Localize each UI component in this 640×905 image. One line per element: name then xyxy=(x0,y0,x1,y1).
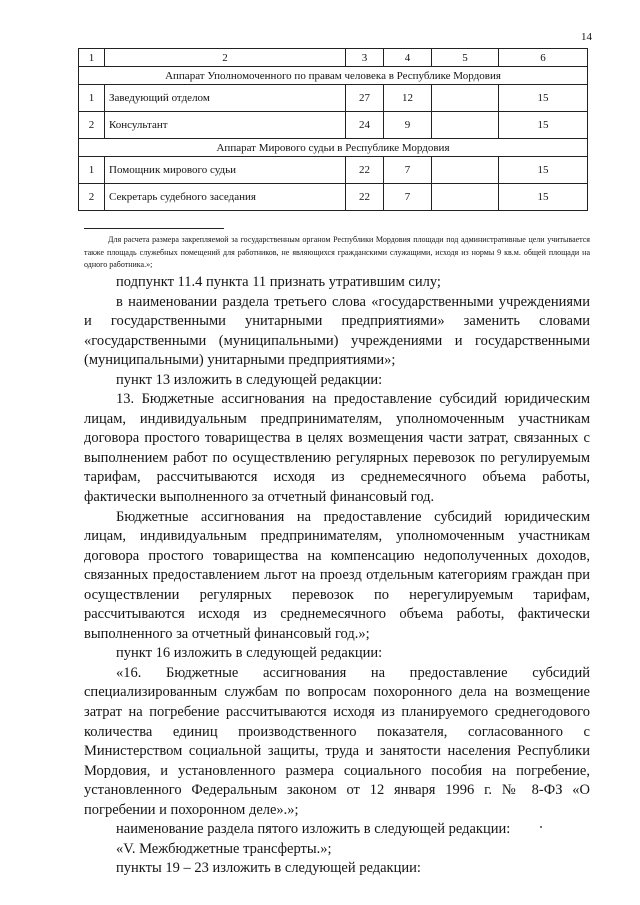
cell-value xyxy=(432,157,499,184)
row-number: 1 xyxy=(79,157,105,184)
header-cell: 4 xyxy=(384,49,432,67)
cell-value: 27 xyxy=(346,85,384,112)
section-title: Аппарат Мирового судьи в Республике Мордовия xyxy=(79,139,588,157)
cell-value: 15 xyxy=(499,112,588,139)
cell-value xyxy=(432,112,499,139)
cell-value: 7 xyxy=(384,184,432,211)
row-number: 1 xyxy=(79,85,105,112)
scan-speck xyxy=(540,826,542,828)
row-number: 2 xyxy=(79,184,105,211)
paragraph: 13. Бюджетные ассигнования на предоставление субсидий юридическим лицам, индивидуальным предпринимателям, уполномоченным участникам договора простого товарищества в целях возмещения части затрат, связанных с выполнением работ по осуществлению регулярных перевозок по регулируемым тарифам, рассчитываются исходя из среднемесячного объема работы, фактически выполненного за отчетный финансовый год. xyxy=(84,391,590,506)
cell-value xyxy=(432,184,499,211)
cell-value: 9 xyxy=(384,112,432,139)
staff-area-table xyxy=(78,48,588,211)
table-row xyxy=(79,184,588,211)
row-number: 2 xyxy=(79,112,105,139)
cell-value: 12 xyxy=(384,85,432,112)
table-row xyxy=(79,112,588,139)
header-cell: 1 xyxy=(79,49,105,67)
position-name: Консультант xyxy=(105,112,346,139)
paragraph: Бюджетные ассигнования на предоставление субсидий юридическим лицам, индивидуальным предпринимателям, уполномоченным участникам договора простого товарищества на компенсацию недополученных доходов, связанных предоставлением льгот на проезд отдельным категориям граждан при осуществлении регулярных перевозок по нерегулируемым тарифам, рассчитываются исходя из среднемесячного объема работы, фактически выполненного за отчетный финансовый год.»; xyxy=(84,508,590,642)
table-section-row xyxy=(79,139,588,157)
position-name: Секретарь судебного заседания xyxy=(105,184,346,211)
table-row xyxy=(79,85,588,112)
cell-value: 15 xyxy=(499,85,588,112)
footnote: Для расчета размера закрепляемой за государственным органом Республики Мордовия площади под административные цели учитывается также площадь служебных помещений для работников, не являющихся гражданскими служащими, исходя из нормы 9 кв.м. общей площади на одного работника.»; xyxy=(84,235,590,270)
section-title: Аппарат Уполномоченного по правам человека в Республике Мордовия xyxy=(79,67,588,85)
cell-value: 15 xyxy=(499,157,588,184)
paragraph: подпункт 11.4 пункта 11 признать утратившим силу; xyxy=(116,274,441,290)
position-name: Заведующий отделом xyxy=(105,85,346,112)
header-cell: 5 xyxy=(432,49,499,67)
paragraph: наименование раздела пятого изложить в следующей редакции: xyxy=(116,821,511,838)
table-section-row xyxy=(79,67,588,85)
table-row xyxy=(79,157,588,184)
footnote-separator xyxy=(84,228,224,229)
header-cell: 2 xyxy=(105,49,346,67)
paragraph: «16. Бюджетные ассигнования на предоставление субсидий специализированным службам по вопросам похоронного дела на возмещение затрат на погребение рассчитываются исходя из планируемого среднегодового количества единиц производственного показателя, согласованного с Министерством социальной защиты, труда и занятости населения Республики Мордовия, и установленного размера социального пособия на погребение, установленного Федеральным законом от 12 января 1996 г. № 8-ФЗ «О погребении и похоронном деле».»; xyxy=(84,664,590,818)
cell-value: 24 xyxy=(346,112,384,139)
cell-value: 7 xyxy=(384,157,432,184)
paragraph: пункты 19 – 23 изложить в следующей редакции: xyxy=(116,860,421,877)
cell-value: 15 xyxy=(499,184,588,211)
header-cell: 3 xyxy=(346,49,384,67)
position-name: Помощник мирового судьи xyxy=(105,157,346,184)
paragraph: «V. Межбюджетные трансферты.»; xyxy=(116,840,332,857)
amendment-text xyxy=(84,273,590,879)
paragraph: пункт 13 изложить в следующей редакции: xyxy=(116,371,383,388)
paragraph: в наименовании раздела третьего слова «государственными учреждениями и государственными унитарными предприятиями» заменить словами «государственными (муниципальными) учреждениями и государственными (муниципальными) унитарными предприятиями»; xyxy=(84,293,590,369)
paragraph: пункт 16 изложить в следующей редакции: xyxy=(116,645,383,662)
cell-value xyxy=(432,85,499,112)
table-header-row xyxy=(79,49,588,67)
cell-value: 22 xyxy=(346,157,384,184)
header-cell: 6 xyxy=(499,49,588,67)
cell-value: 22 xyxy=(346,184,384,211)
page-number: 14 xyxy=(581,31,592,43)
